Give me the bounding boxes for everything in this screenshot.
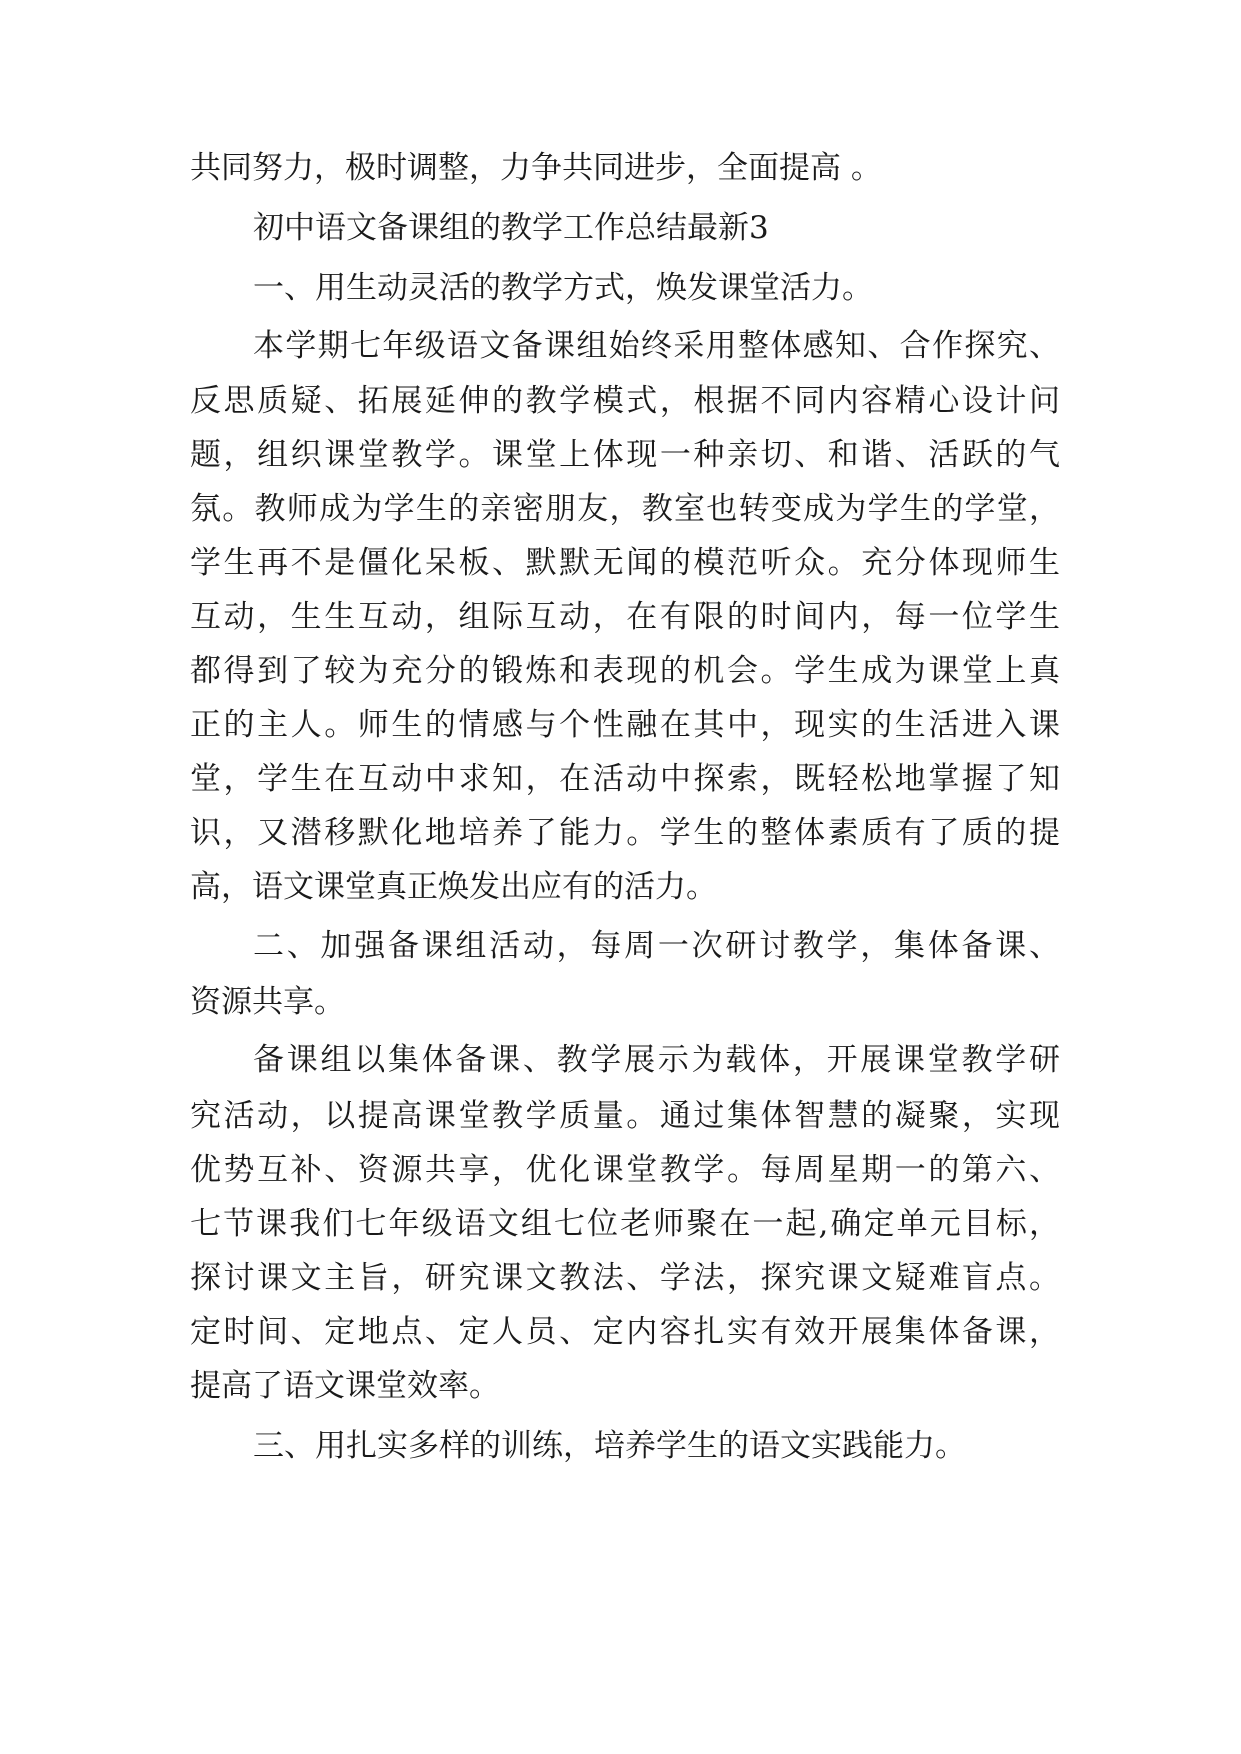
text-line: 正的主人。师生的情感与个性融在其中，现实的生活进入课 — [190, 707, 1060, 743]
text-line: 优势互补、资源共享，优化课堂教学。每周星期一的第六、 — [190, 1152, 1060, 1188]
text-line: 识，又潜移默化地培养了能力。学生的整体素质有了质的提 — [190, 815, 1060, 851]
text-line: 反思质疑、拓展延伸的教学模式，根据不同内容精心设计问 — [190, 383, 1060, 419]
text-line: 探讨课文主旨，研究课文教法、学法，探究课文疑难盲点。 — [190, 1260, 1060, 1296]
text-line: 定时间、定地点、定人员、定内容扎实有效开展集体备课， — [190, 1314, 1060, 1350]
text-line: 究活动，以提高课堂教学质量。通过集体智慧的凝聚，实现 — [190, 1098, 1060, 1134]
text-line: 题，组织课堂教学。课堂上体现一种亲切、和谐、活跃的气 — [190, 437, 1060, 473]
section-title: 初中语文备课组的教学工作总结最新3 — [253, 210, 769, 246]
text-line: 学生再不是僵化呆板、默默无闻的模范听众。充分体现师生 — [190, 545, 1060, 581]
text-line: 资源共享。 — [190, 984, 345, 1020]
text-line: 都得到了较为充分的锻炼和表现的机会。学生成为课堂上真 — [190, 653, 1060, 689]
text-line: 高，语文课堂真正焕发出应有的活力。 — [190, 869, 717, 905]
heading-one: 一、用生动灵活的教学方式，焕发课堂活力。 — [253, 270, 873, 306]
text-line: 备课组以集体备课、教学展示为载体，开展课堂教学研 — [253, 1042, 1060, 1078]
text-line: 堂，学生在互动中求知，在活动中探索，既轻松地掌握了知 — [190, 761, 1060, 797]
text-line: 七节课我们七年级语文组七位老师聚在一起,确定单元目标， — [190, 1206, 1060, 1242]
text-line: 氛。教师成为学生的亲密朋友，教室也转变成为学生的学堂， — [190, 491, 1060, 527]
heading-two: 二、加强备课组活动，每周一次研讨教学，集体备课、 — [253, 928, 1060, 964]
text-line: 互动，生生互动，组际互动，在有限的时间内，每一位学生 — [190, 599, 1060, 635]
heading-three: 三、用扎实多样的训练，培养学生的语文实践能力。 — [253, 1428, 966, 1464]
text-line: 共同努力，极时调整，力争共同进步，全面提高 。 — [190, 150, 882, 186]
text-line: 本学期七年级语文备课组始终采用整体感知、合作探究、 — [253, 328, 1060, 364]
text-line: 提高了语文课堂效率。 — [190, 1368, 500, 1404]
